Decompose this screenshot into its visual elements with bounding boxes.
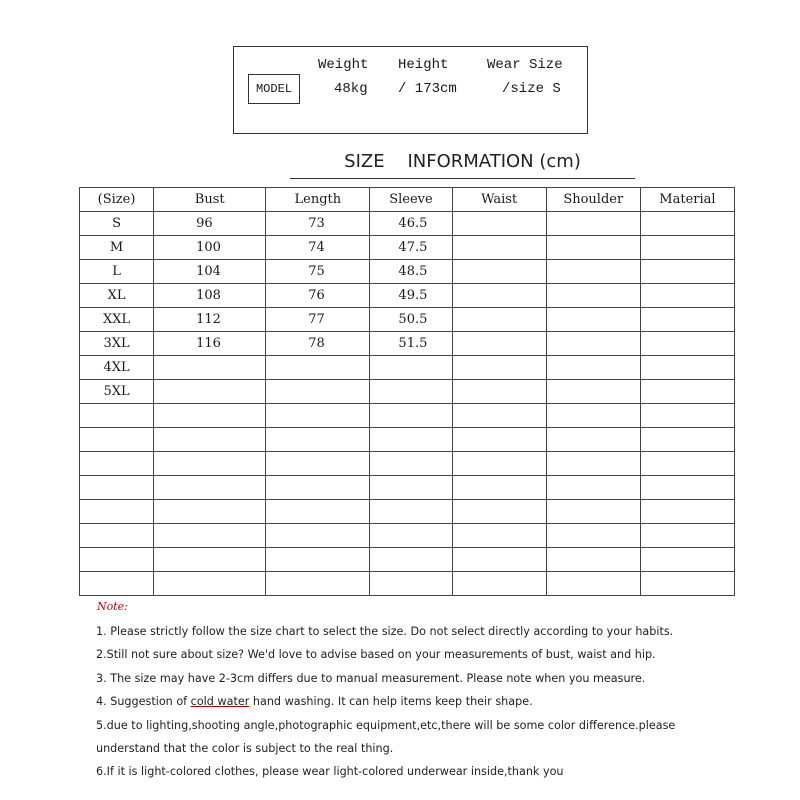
cell-waist	[452, 236, 546, 260]
cell-length	[266, 380, 370, 404]
size-chart-table	[79, 187, 735, 596]
cell-length	[266, 356, 370, 380]
cell-bust: 116	[154, 332, 266, 356]
cell-sleeve: 46.5	[370, 212, 452, 236]
table-row	[80, 380, 735, 404]
cell-material	[640, 356, 734, 380]
cell-bust	[154, 380, 266, 404]
table-row	[80, 260, 735, 284]
cell-waist	[452, 356, 546, 380]
note-line-3: 3. The size may have 2-3cm differs due to manual measurement. Please note when you measure.	[96, 671, 646, 685]
note-line-2: 2.Still not sure about size? We'd love to advise based on your measurements of bust, waist and hip.	[96, 648, 656, 662]
cell-sleeve: 51.5	[370, 332, 452, 356]
header-bust: Bust	[154, 188, 266, 212]
size-information-title: SIZE INFORMATION (cm)	[290, 151, 635, 179]
cell-length: 77	[266, 308, 370, 332]
cell-sleeve	[370, 356, 452, 380]
table-row	[80, 356, 735, 380]
cell-bust	[154, 356, 266, 380]
cell-bust: 108	[154, 284, 266, 308]
cell-waist	[452, 308, 546, 332]
wear-size-value: /size S	[502, 81, 561, 97]
empty-row	[80, 428, 735, 452]
cell-material	[640, 284, 734, 308]
cell-length: 75	[266, 260, 370, 284]
cell-shoulder	[546, 380, 640, 404]
cell-waist	[452, 260, 546, 284]
header-waist: Waist	[452, 188, 546, 212]
note-line-4-start: 4. Suggestion of	[96, 695, 191, 709]
empty-row	[80, 404, 735, 428]
cell-size: XXL	[80, 308, 154, 332]
cell-sleeve: 48.5	[370, 260, 452, 284]
weight-label: Weight	[318, 57, 369, 73]
note-line-6: 6.If it is light-colored clothes, please wear light-colored underwear inside,thank you	[96, 765, 564, 779]
note-line-4-end: hand washing. It can help items keep their shape.	[249, 695, 533, 709]
header-shoulder: Shoulder	[546, 188, 640, 212]
cell-sleeve: 47.5	[370, 236, 452, 260]
header-length: Length	[266, 188, 370, 212]
cell-material	[640, 212, 734, 236]
cell-waist	[452, 380, 546, 404]
empty-row	[80, 476, 735, 500]
cell-size: L	[80, 260, 154, 284]
cell-shoulder	[546, 260, 640, 284]
cell-sleeve: 50.5	[370, 308, 452, 332]
wear-size-label: Wear Size	[487, 57, 563, 73]
note-line-5: 5.due to lighting,shooting angle,photographic equipment,etc,there will be some color difference.please	[96, 718, 676, 732]
empty-row	[80, 500, 735, 524]
cell-material	[640, 308, 734, 332]
empty-row	[80, 548, 735, 572]
cell-bust: 100	[154, 236, 266, 260]
note-heading: Note:	[97, 600, 128, 613]
cell-bust: 104	[154, 260, 266, 284]
header-size: (Size)	[80, 188, 154, 212]
notes-section	[96, 622, 736, 786]
cell-material	[640, 380, 734, 404]
header-sleeve: Sleeve	[370, 188, 452, 212]
table-row	[80, 284, 735, 308]
model-info-box	[233, 46, 588, 134]
cell-length: 74	[266, 236, 370, 260]
cell-size: 4XL	[80, 356, 154, 380]
cell-shoulder	[546, 284, 640, 308]
cell-material	[640, 236, 734, 260]
height-value: / 173cm	[398, 81, 457, 97]
cell-size: XL	[80, 284, 154, 308]
cell-length: 73	[266, 212, 370, 236]
cell-material	[640, 332, 734, 356]
cell-waist	[452, 332, 546, 356]
table-row	[80, 212, 735, 236]
cell-sleeve: 49.5	[370, 284, 452, 308]
table-row	[80, 332, 735, 356]
model-label: MODEL	[248, 74, 300, 104]
cell-size: 5XL	[80, 380, 154, 404]
cell-size: S	[80, 212, 154, 236]
cell-bust: 112	[154, 308, 266, 332]
table-row	[80, 308, 735, 332]
empty-row	[80, 524, 735, 548]
cell-waist	[452, 284, 546, 308]
table-row	[80, 236, 735, 260]
empty-row	[80, 572, 735, 596]
empty-row	[80, 452, 735, 476]
cell-shoulder	[546, 308, 640, 332]
cell-size: M	[80, 236, 154, 260]
cell-shoulder	[546, 332, 640, 356]
note-cold-water: cold water	[190, 695, 250, 709]
note-line-1: 1. Please strictly follow the size chart to select the size. Do not select directly according to your habits.	[96, 625, 674, 638]
cell-length: 76	[266, 284, 370, 308]
note-line-4	[96, 692, 736, 715]
cell-bust: 96	[154, 212, 266, 236]
height-label: Height	[398, 57, 449, 73]
cell-material	[640, 260, 734, 284]
table-header-row	[80, 188, 735, 212]
cell-sleeve	[370, 380, 452, 404]
note-line-5-cont: understand that the color is subject to the real thing.	[96, 741, 394, 755]
cell-shoulder	[546, 212, 640, 236]
cell-size: 3XL	[80, 332, 154, 356]
cell-shoulder	[546, 356, 640, 380]
cell-shoulder	[546, 236, 640, 260]
cell-waist	[452, 212, 546, 236]
header-material: Material	[640, 188, 734, 212]
weight-value: 48kg	[334, 81, 368, 97]
cell-length: 78	[266, 332, 370, 356]
